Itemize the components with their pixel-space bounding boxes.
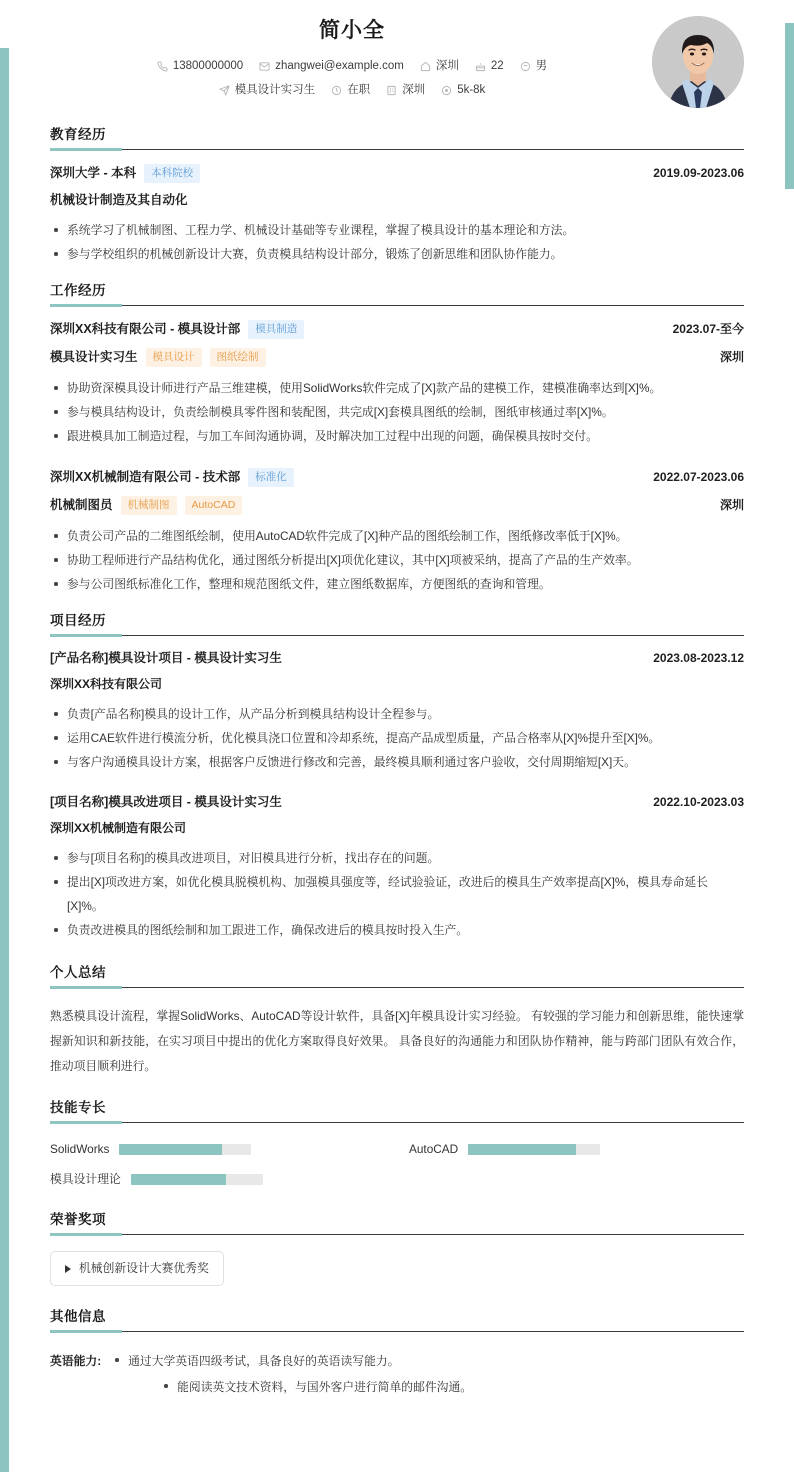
skill-progress-track bbox=[468, 1144, 600, 1155]
contact-email-text: zhangwei@example.com bbox=[275, 60, 404, 72]
candidate-name: 简小全 bbox=[319, 19, 385, 42]
skill-progress-track bbox=[131, 1174, 263, 1185]
skill-item bbox=[409, 1139, 744, 1159]
job-intent-text: 模具设计实习生 bbox=[234, 84, 316, 96]
section-header-skills bbox=[50, 1099, 744, 1123]
education-major: 机械设计制造及其自动化 bbox=[50, 193, 188, 207]
section-header-honors bbox=[50, 1211, 744, 1235]
contact-location-text: 深圳 bbox=[435, 60, 459, 72]
contact-phone bbox=[157, 58, 243, 74]
job-city-text: 深圳 bbox=[402, 84, 426, 96]
work-bullets bbox=[50, 524, 744, 596]
section-title-summary: 个人总结 bbox=[50, 965, 106, 980]
status-clock-icon bbox=[331, 85, 342, 96]
work-role: 机械制图员 bbox=[50, 498, 113, 512]
work-date: 2022.07-2023.06 bbox=[653, 470, 744, 484]
list-item: 参与公司图纸标准化工作，整理和规范图纸文件，建立图纸数据库，方便图纸的查询和管理。 bbox=[50, 572, 744, 596]
education-date: 2019.09-2023.06 bbox=[653, 166, 744, 180]
work-role-tag: AutoCAD bbox=[185, 496, 243, 515]
skill-item bbox=[50, 1169, 385, 1189]
list-item: 系统学习了机械制图、工程力学、机械设计基础等专业课程，掌握了模具设计的基本理论和方法。 bbox=[50, 218, 744, 242]
work-location: 深圳 bbox=[719, 350, 744, 364]
list-item: 运用CAE软件进行模流分析，优化模具浇口位置和冷却系统，提高产品成型质量，产品合格率从[X]%提升至[X]%。 bbox=[50, 726, 744, 750]
job-status-text: 在职 bbox=[347, 84, 371, 96]
project-date: 2023.08-2023.12 bbox=[653, 651, 744, 665]
summary-text: 熟悉模具设计流程，掌握SolidWorks、AutoCAD等设计软件，具备[X]年模具设计实习经验。 有较强的学习能力和创新思维，能快速掌握新知识和新技能，在实习项目中提出的优化方案取得良好效果。 具备良好的沟通能力和团队协作精神，能与跨部门团队有效合作，推动项目顺利进行。 bbox=[50, 1009, 744, 1073]
section-project bbox=[50, 612, 744, 942]
avatar bbox=[652, 16, 744, 108]
list-item: 通过大学英语四级考试，具备良好的英语读写能力。 bbox=[111, 1348, 472, 1374]
education-tag: 本科院校 bbox=[144, 164, 200, 183]
contact-gender bbox=[520, 58, 548, 74]
section-title-honors: 荣誉奖项 bbox=[50, 1212, 106, 1227]
chevron-right-icon[interactable] bbox=[65, 1265, 71, 1273]
skill-progress-track bbox=[119, 1144, 251, 1155]
project-entry bbox=[50, 774, 744, 942]
work-bullets bbox=[50, 376, 744, 448]
section-other bbox=[50, 1308, 744, 1400]
salary-icon bbox=[441, 85, 452, 96]
honor-item-label: 机械创新设计大赛优秀奖 bbox=[79, 1261, 209, 1275]
section-title-project: 项目经历 bbox=[50, 613, 106, 628]
gender-icon bbox=[520, 61, 531, 72]
contact-age-text: 22 bbox=[490, 60, 504, 72]
honor-item[interactable] bbox=[50, 1251, 224, 1286]
skill-progress-fill bbox=[468, 1144, 576, 1155]
section-header-project bbox=[50, 612, 744, 636]
contact-gender-text: 男 bbox=[535, 60, 548, 72]
work-date: 2023.07-至今 bbox=[672, 322, 744, 336]
contact-row-secondary bbox=[50, 82, 744, 98]
section-honors bbox=[50, 1211, 744, 1286]
resume-header bbox=[50, 0, 744, 122]
project-name: [产品名称]模具设计项目 - 模具设计实习生 bbox=[50, 651, 282, 665]
email-icon bbox=[259, 61, 270, 72]
job-city bbox=[386, 82, 425, 98]
contact-phone-text: 13800000000 bbox=[172, 60, 244, 72]
job-salary-text: 5k-8k bbox=[457, 84, 486, 96]
section-work bbox=[50, 282, 744, 596]
section-education bbox=[50, 126, 744, 266]
skill-progress-fill bbox=[119, 1144, 222, 1155]
work-company: 深圳XX机械制造有限公司 - 技术部 bbox=[50, 470, 241, 484]
birthday-cake-icon bbox=[475, 61, 486, 72]
list-item: 参与模具结构设计，负责绘制模具零件图和装配图，共完成[X]套模具图纸的绘制，图纸审核通过率[X]%。 bbox=[50, 400, 744, 424]
paper-plane-icon bbox=[219, 85, 230, 96]
education-entry bbox=[50, 150, 744, 266]
home-icon bbox=[420, 61, 431, 72]
section-title-skills: 技能专长 bbox=[50, 1100, 106, 1115]
project-company: 深圳XX机械制造有限公司 bbox=[50, 821, 187, 835]
education-bullets bbox=[50, 218, 744, 266]
work-role-tag: 机械制图 bbox=[121, 496, 177, 515]
project-bullets bbox=[50, 702, 744, 774]
building-icon bbox=[386, 85, 397, 96]
list-item: 与客户沟通模具设计方案，根据客户反馈进行修改和完善，最终模具顺利通过客户验收，交付周期缩短[X]天。 bbox=[50, 750, 744, 774]
job-salary bbox=[441, 82, 485, 98]
job-status bbox=[331, 82, 370, 98]
contact-row-primary bbox=[50, 58, 744, 74]
section-summary bbox=[50, 964, 744, 1079]
work-role-line bbox=[50, 496, 744, 515]
other-info-label: 英语能力: bbox=[50, 1354, 102, 1368]
project-bullets bbox=[50, 846, 744, 942]
list-item: 负责改进模具的图纸绘制和加工跟进工作，确保改进后的模具按时投入生产。 bbox=[50, 918, 744, 942]
section-skills bbox=[50, 1099, 744, 1189]
contact-email bbox=[259, 58, 404, 74]
job-intent bbox=[219, 82, 316, 98]
honors-list bbox=[50, 1235, 744, 1286]
work-entry bbox=[50, 306, 744, 448]
work-entry-headline bbox=[50, 320, 744, 339]
skills-grid bbox=[50, 1123, 744, 1189]
list-item: 跟进模具加工制造过程，与加工车间沟通协调，及时解决加工过程中出现的问题，确保模具按时交付。 bbox=[50, 424, 744, 448]
section-header-education bbox=[50, 126, 744, 150]
list-item: 协助工程师进行产品结构优化，通过图纸分析提出[X]项优化建议，其中[X]项被采纳，提高了产品的生产效率。 bbox=[50, 548, 744, 572]
contact-age bbox=[475, 58, 504, 74]
list-item: 协助资深模具设计师进行产品三维建模，使用SolidWorks软件完成了[X]款产品的建模工作，建模准确率达到[X]%。 bbox=[50, 376, 744, 400]
skill-name: 模具设计理论 bbox=[50, 1172, 121, 1186]
section-header-summary bbox=[50, 964, 744, 988]
work-location: 深圳 bbox=[719, 498, 744, 512]
contact-location bbox=[420, 58, 459, 74]
skill-name: SolidWorks bbox=[50, 1142, 110, 1156]
education-entry-headline bbox=[50, 164, 744, 183]
skill-name: AutoCAD bbox=[409, 1142, 459, 1156]
list-item: 负责[产品名称]模具的设计工作，从产品分析到模具结构设计全程参与。 bbox=[50, 702, 744, 726]
avatar-portrait-icon bbox=[652, 16, 744, 108]
work-role-line bbox=[50, 348, 744, 367]
list-item: 参与学校组织的机械创新设计大赛，负责模具结构设计部分，锻炼了创新思维和团队协作能力。 bbox=[50, 242, 744, 266]
project-date: 2022.10-2023.03 bbox=[653, 795, 744, 809]
section-title-work: 工作经历 bbox=[50, 283, 106, 298]
list-item: 参与[项目名称]的模具改进项目，对旧模具进行分析，找出存在的问题。 bbox=[50, 846, 744, 870]
work-company: 深圳XX科技有限公司 - 模具设计部 bbox=[50, 322, 241, 336]
work-role-tag: 图纸绘制 bbox=[210, 348, 266, 367]
work-role-tag: 模具设计 bbox=[146, 348, 202, 367]
section-title-other: 其他信息 bbox=[50, 1309, 106, 1324]
skill-progress-fill bbox=[131, 1174, 226, 1185]
work-entry-headline bbox=[50, 468, 744, 487]
work-entry bbox=[50, 448, 744, 596]
section-header-other bbox=[50, 1308, 744, 1332]
other-info-bullets bbox=[111, 1348, 472, 1400]
skill-item bbox=[50, 1139, 385, 1159]
other-info bbox=[50, 1332, 744, 1400]
project-name: [项目名称]模具改进项目 - 模具设计实习生 bbox=[50, 795, 282, 809]
list-item: 提出[X]项改进方案，如优化模具脱模机构、加强模具强度等，经试验验证，改进后的模具生产效率提高[X]%，模具寿命延长[X]%。 bbox=[50, 870, 744, 918]
project-entry-headline bbox=[50, 650, 744, 667]
work-role: 模具设计实习生 bbox=[50, 350, 138, 364]
work-company-tag: 标准化 bbox=[248, 468, 294, 487]
education-school: 深圳大学 - 本科 bbox=[50, 166, 137, 180]
section-title-education: 教育经历 bbox=[50, 127, 106, 142]
section-header-work bbox=[50, 282, 744, 306]
list-item: 负责公司产品的二维图纸绘制，使用AutoCAD软件完成了[X]种产品的图纸绘制工作，图纸修改率低于[X]%。 bbox=[50, 524, 744, 548]
project-company: 深圳XX科技有限公司 bbox=[50, 677, 163, 691]
phone-icon bbox=[157, 61, 168, 72]
work-company-tag: 模具制造 bbox=[248, 320, 304, 339]
project-entry-headline bbox=[50, 794, 744, 811]
list-item: 能阅读英文技术资料，与国外客户进行简单的邮件沟通。 bbox=[111, 1374, 472, 1400]
project-entry bbox=[50, 636, 744, 774]
